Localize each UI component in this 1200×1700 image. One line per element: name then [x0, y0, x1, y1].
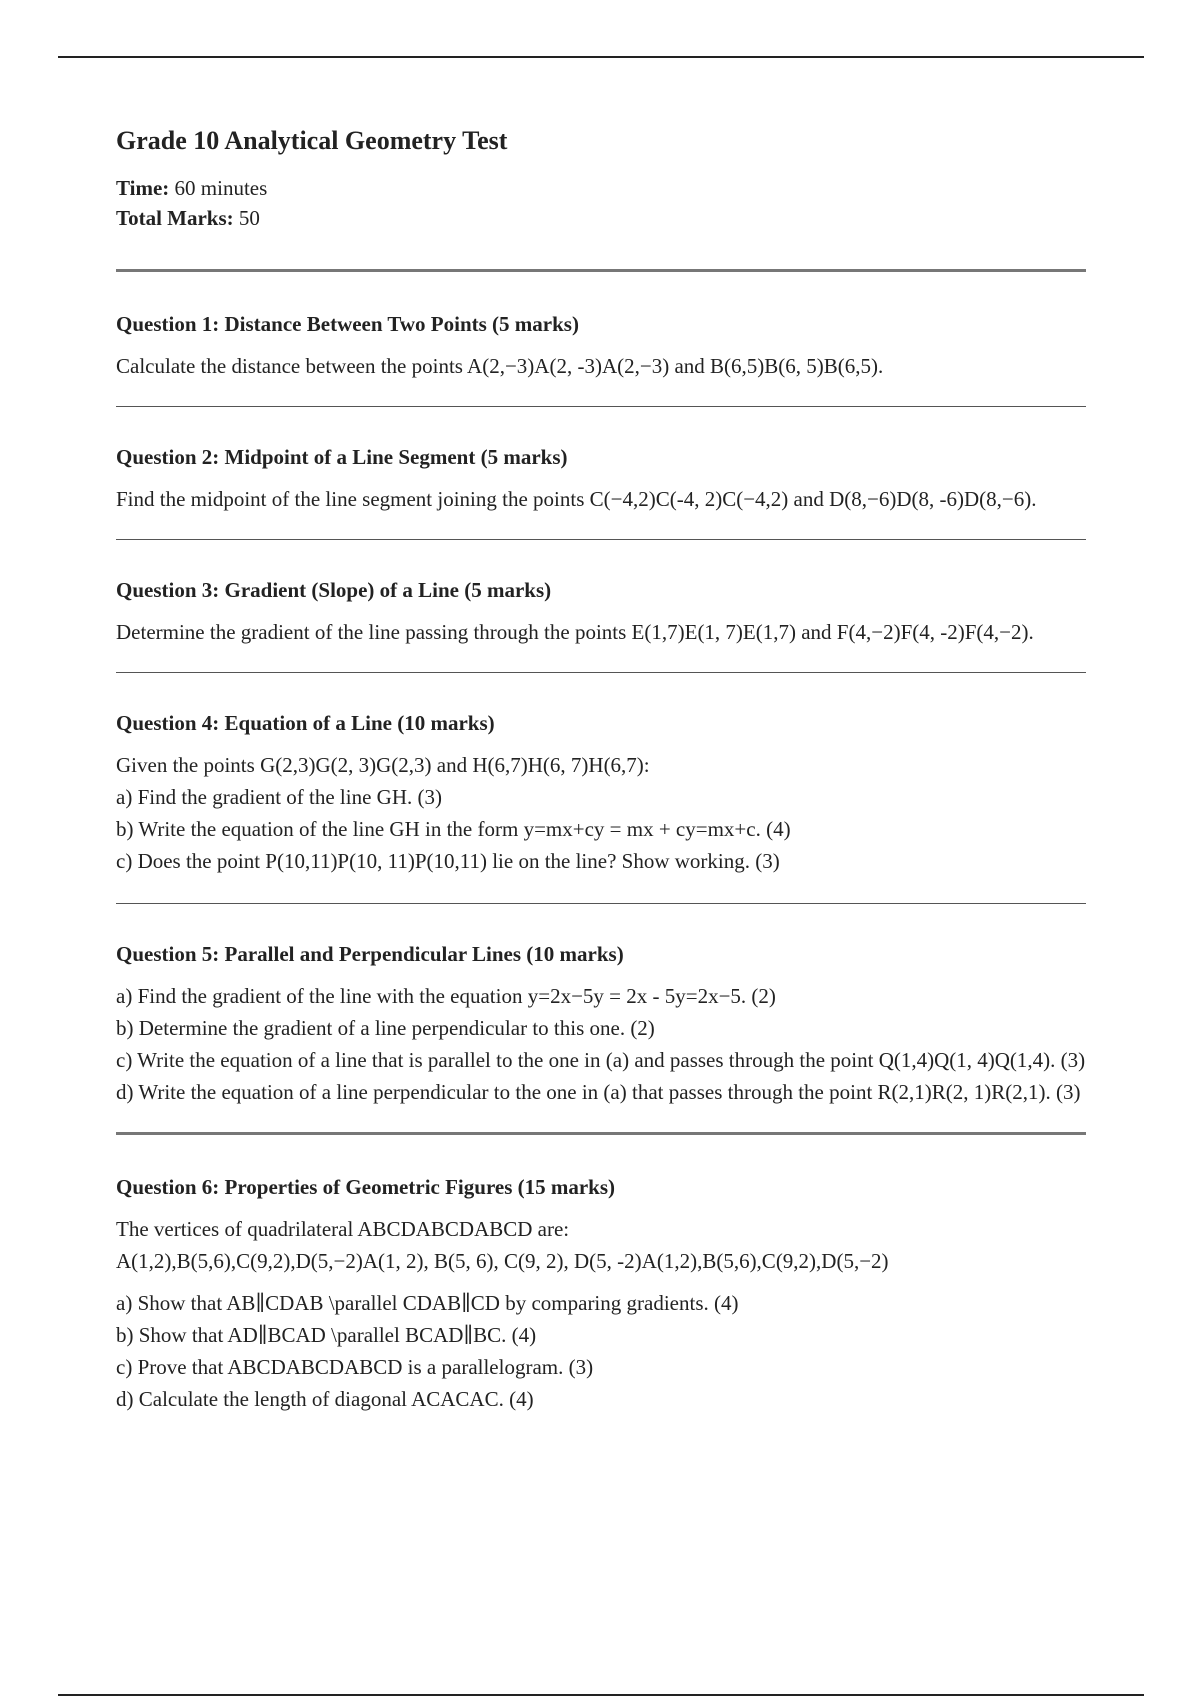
question-6-part-b: b) Show that AD∥BCAD \parallel BCAD∥BC. (4)	[116, 1323, 537, 1347]
time-value: 60 minutes	[169, 176, 268, 200]
question-6-intro: The vertices of quadrilateral ABCDABCDABCD are:	[116, 1217, 570, 1241]
question-5	[116, 940, 1086, 1108]
time-info	[116, 173, 1086, 203]
question-5-part-a: a) Find the gradient of the line with the equation y=2x−5y = 2x - 5y=2x−5. (2)	[116, 984, 776, 1008]
question-6-part-d: d) Calculate the length of diagonal ACACAC. (4)	[116, 1387, 534, 1411]
question-5-part-b: b) Determine the gradient of a line perpendicular to this one. (2)	[116, 1016, 655, 1040]
question-4	[116, 709, 1086, 877]
page-title: Grade 10 Analytical Geometry Test	[116, 126, 508, 155]
total-marks-label: Total Marks:	[116, 206, 234, 230]
question-6-vertices: A(1,2),B(5,6),C(9,2),D(5,−2)A(1, 2), B(5, 6), C(9, 2), D(5, -2)A(1,2),B(5,6),C(9,2),D(5,−2)	[116, 1249, 889, 1273]
question-1-heading: Question 1: Distance Between Two Points (5 marks)	[116, 312, 579, 336]
question-4-intro: Given the points G(2,3)G(2, 3)G(2,3) and H(6,7)H(6, 7)H(6,7):	[116, 753, 650, 777]
question-6	[116, 1173, 1086, 1415]
question-5-part-c: c) Write the equation of a line that is parallel to the one in (a) and passes through the point Q(1,4)Q(1, 4)Q(1,4). (3)	[116, 1048, 1086, 1072]
question-2	[116, 443, 1086, 515]
total-marks-info	[116, 203, 1086, 233]
question-3-text: Determine the gradient of the line passing through the points E(1,7)E(1, 7)E(1,7) and F(4,−2)F(4, -2)F(4,−2).	[116, 620, 1034, 644]
time-label: Time:	[116, 176, 170, 200]
question-6-heading: Question 6: Properties of Geometric Figures (15 marks)	[116, 1175, 616, 1199]
question-6-part-a: a) Show that AB∥CDAB \parallel CDAB∥CD by comparing gradients. (4)	[116, 1291, 739, 1315]
question-1-text: Calculate the distance between the points A(2,−3)A(2, -3)A(2,−3) and B(6,5)B(6, 5)B(6,5).	[116, 354, 884, 378]
question-3-heading: Question 3: Gradient (Slope) of a Line (5 marks)	[116, 578, 552, 602]
question-4-part-a: a) Find the gradient of the line GH. (3)	[116, 785, 442, 809]
question-1	[116, 310, 1086, 382]
page-bottom-rule	[58, 1694, 1144, 1696]
question-5-part-d: d) Write the equation of a line perpendicular to the one in (a) that passes through the point R(2,1)R(2, 1)R(2,1). (3)	[116, 1080, 1081, 1104]
question-4-part-b: b) Write the equation of the line GH in the form y=mx+cy = mx + cy=mx+c. (4)	[116, 817, 791, 841]
question-2-text: Find the midpoint of the line segment joining the points C(−4,2)C(-4, 2)C(−4,2) and D(8,−6)D(8, -6)D(8,−6).	[116, 487, 1037, 511]
test-document	[116, 125, 1086, 1415]
total-marks-value: 50	[233, 206, 260, 230]
question-2-heading: Question 2: Midpoint of a Line Segment (5 marks)	[116, 445, 568, 469]
question-4-heading: Question 4: Equation of a Line (10 marks)	[116, 711, 495, 735]
question-6-part-c: c) Prove that ABCDABCDABCD is a parallelogram. (3)	[116, 1355, 594, 1379]
page-top-rule	[58, 56, 1144, 58]
question-5-heading: Question 5: Parallel and Perpendicular Lines (10 marks)	[116, 942, 624, 966]
question-4-part-c: c) Does the point P(10,11)P(10, 11)P(10,11) lie on the line? Show working. (3)	[116, 849, 780, 873]
question-3	[116, 576, 1086, 648]
